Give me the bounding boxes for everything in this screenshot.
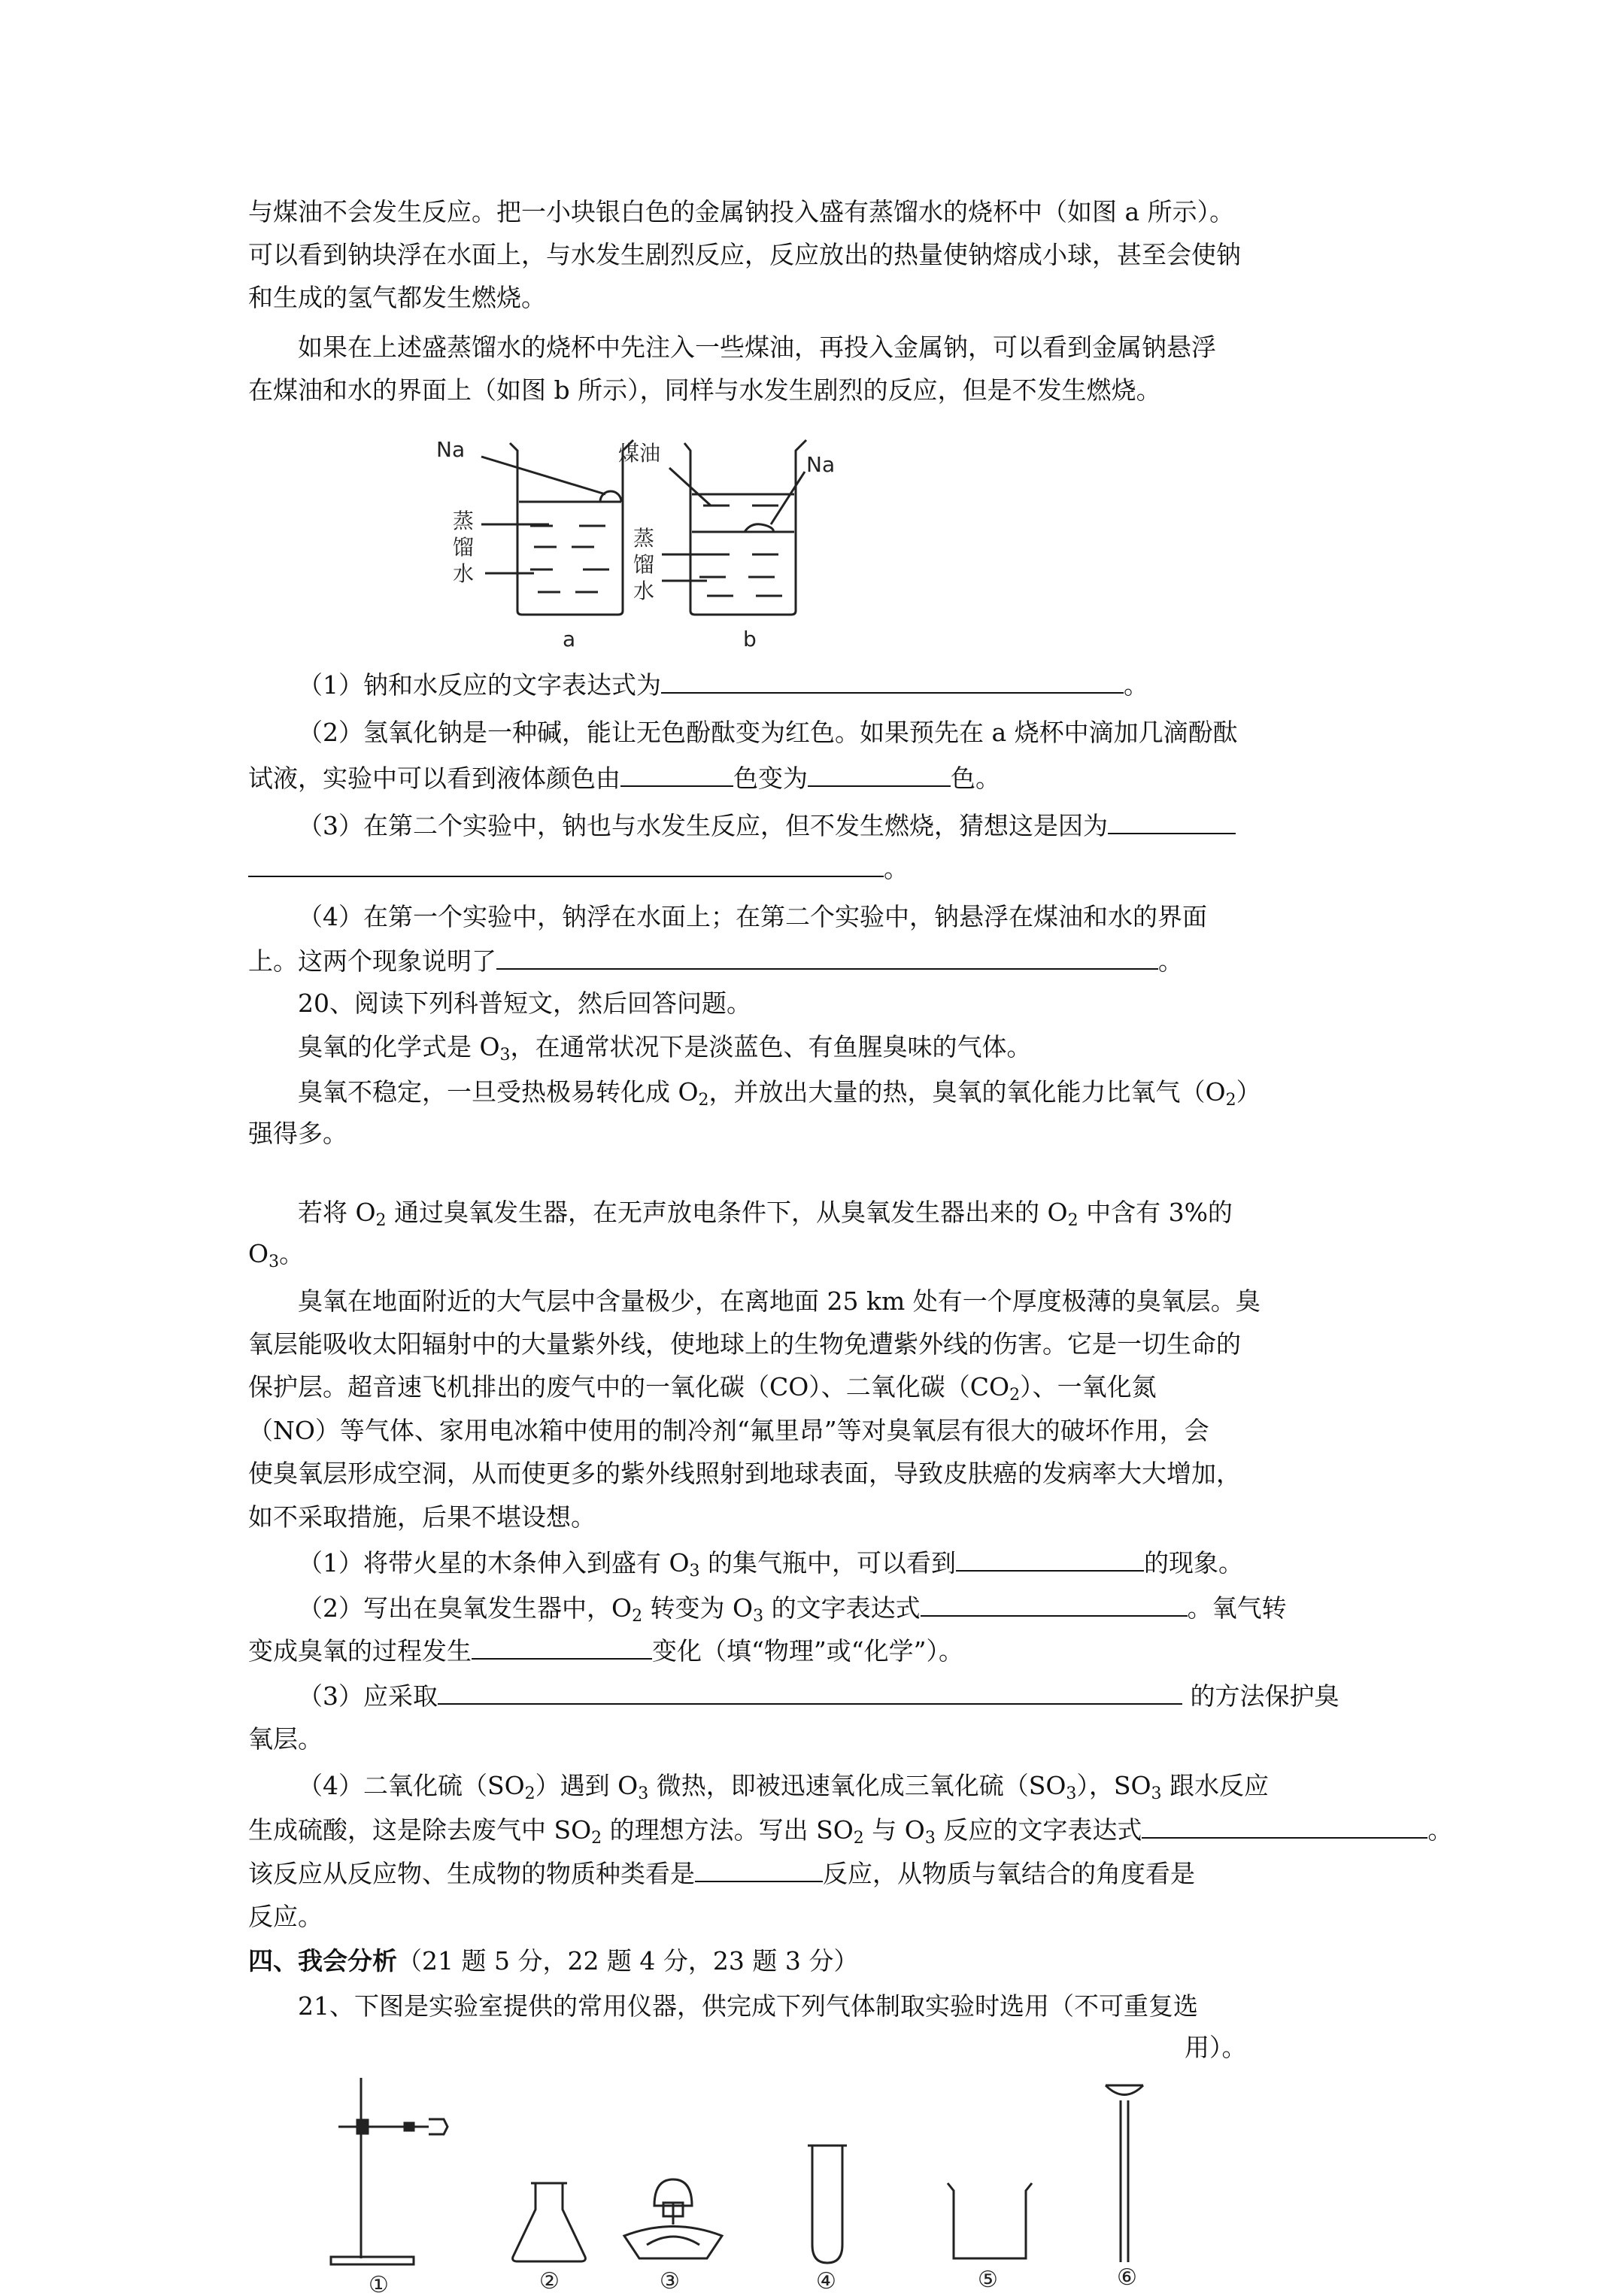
question-20-3: （3）应采取 的方法保护臭 <box>298 1681 1339 1711</box>
question-21-line1: 21、下图是实验室提供的常用仪器，供完成下列气体制取实验时选用（不可重复选 <box>298 1991 1198 2021</box>
conical-flask <box>513 2183 586 2261</box>
question-20-2: （2）写出在臭氧发生器中，$O_2$ 转变为 $O_3$ 的文字表达式 。氧气转 <box>298 1593 1287 1626</box>
label-water-a-3: 水 <box>453 561 475 586</box>
section-4-heading: 四、我会分析（21 题 5 分，22 题 4 分，23 题 3 分） <box>248 1946 859 1976</box>
answer-blank[interactable] <box>808 763 951 787</box>
label-water-a-1: 蒸 <box>453 509 475 533</box>
apparatus-label-4: ④ <box>816 2268 836 2294</box>
answer-blank[interactable] <box>248 853 884 877</box>
question-20-2-line2: 变成臭氧的过程发生 变化（填“物理”或“化学”）。 <box>248 1636 963 1666</box>
answer-blank[interactable] <box>661 670 1124 694</box>
paragraph-line: 与煤油不会发生反应。把一小块银白色的金属钠投入盛有蒸馏水的烧杯中（如图 a 所示）。 <box>248 197 1235 226</box>
label-na-b: Na <box>806 452 836 477</box>
paragraph-line: 和生成的氢气都发生燃烧。 <box>248 283 546 312</box>
q20-para-4-line2: 氧层能吸收太阳辐射中的大量紫外线，使地球上的生物免遭紫外线的伤害。它是一切生命的 <box>248 1329 1241 1359</box>
q20-para-4-line5: 使臭氧层形成空洞，从而使更多的紫外线照射到地球表面，导致皮肤癌的发病率大大增加， <box>248 1459 1241 1488</box>
answer-blank[interactable] <box>438 1681 1182 1705</box>
question-19-2: （2）氢氧化钠是一种碱，能让无色酚酞变为红色。如果预先在 a 烧杯中滴加几滴酚酞 <box>298 718 1238 747</box>
iron-stand <box>331 2078 447 2264</box>
answer-blank[interactable] <box>620 763 733 787</box>
paragraph-line: 在煤油和水的界面上（如图 b 所示），同样与水发生剧烈的反应，但是不发生燃烧。 <box>248 375 1161 405</box>
apparatus-label-6: ⑥ <box>1117 2264 1137 2291</box>
label-water-b-2: 馏 <box>633 552 655 577</box>
caption-b: b <box>743 627 757 651</box>
question-20-4-line3: 该反应从反应物、生成物的物质种类看是 反应，从物质与氧结合的角度看是 <box>248 1859 1195 1888</box>
q20-para-4-line6: 如不采取措施，后果不堪设想。 <box>248 1502 596 1532</box>
beaker-b <box>684 440 806 615</box>
label-water-b-3: 水 <box>633 579 655 603</box>
long-neck-funnel <box>1106 2085 1143 2262</box>
question-20-4-line2: 生成硫酸，这是除去废气中 $SO_2$ 的理想方法。写出 $SO_2$ 与 $O_3$ 反应的文字表达式 。 <box>248 1815 1453 1848</box>
q20-para-1: 臭氧的化学式是 $O_3$，在通常状况下是淡蓝色、有鱼腥臭味的气体。 <box>298 1032 1032 1064</box>
apparatus-label-5: ⑤ <box>978 2267 998 2293</box>
apparatus-figure <box>316 2070 1188 2296</box>
question-20-1: （1）将带火星的木条伸入到盛有 $O_3$ 的集气瓶中，可以看到 的现象。 <box>298 1548 1244 1581</box>
alcohol-lamp <box>624 2179 722 2258</box>
paragraph-line: 如果在上述盛蒸馏水的烧杯中先注入一些煤油，再投入金属钠，可以看到金属钠悬浮 <box>298 333 1216 362</box>
answer-blank[interactable] <box>921 1593 1188 1617</box>
label-water-a-2: 馏 <box>453 535 475 560</box>
na-pointer-a <box>481 457 605 494</box>
question-19-3-line2: 。 <box>248 853 909 884</box>
q20-para-4-line1: 臭氧在地面附近的大气层中含量极少，在离地面 25 km 处有一个厚度极薄的臭氧层。臭 <box>298 1286 1261 1316</box>
question-19-2-line2: 试液，实验中可以看到液体颜色由 色变为 色。 <box>248 764 1000 793</box>
label-na-a: Na <box>436 437 466 462</box>
answer-blank[interactable] <box>1142 1815 1427 1839</box>
label-oil-b: 煤油 <box>618 441 661 466</box>
q20-para-2: 臭氧不稳定，一旦受热极易转化成 $O_2$，并放出大量的热，臭氧的氧化能力比氧气$(O_2)$ <box>298 1077 1261 1110</box>
q20-para-4-line4: （NO）等气体、家用电冰箱中使用的制冷剂“氟里昂”等对臭氧层有很大的破坏作用，会 <box>248 1416 1209 1445</box>
question-21-line2: 用）。 <box>1185 2033 1247 2062</box>
answer-blank[interactable] <box>472 1635 652 1660</box>
apparatus-label-2: ② <box>539 2268 560 2294</box>
label-water-b-1: 蒸 <box>633 526 655 551</box>
beaker-figure <box>436 434 836 652</box>
question-20-3-line2: 氧层。 <box>248 1724 323 1754</box>
q20-para-3: 若将 $O_2$ 通过臭氧发生器，在无声放电条件下，从臭氧发生器出来的 $O_2$ 中含有 3%的 <box>298 1198 1233 1230</box>
question-19-1: （1）钠和水反应的文字表达式为 。 <box>298 670 1148 700</box>
q20-para-2-line2: 强得多。 <box>248 1119 347 1148</box>
beaker-a <box>510 440 633 615</box>
question-19-4-line2: 上。这两个现象说明了 。 <box>248 946 1183 976</box>
question-20-4: （4）二氧化硫$(SO_2)$遇到 $O_3$ 微热，即被迅速氧化成三氧化硫$(SO_3)$，$SO_3$ 跟水反应 <box>298 1771 1270 1803</box>
q20-para-3-line2: $O_3$。 <box>248 1239 305 1271</box>
test-tube <box>808 2146 847 2263</box>
answer-blank[interactable] <box>956 1547 1144 1572</box>
answer-blank[interactable] <box>695 1858 823 1882</box>
paragraph-line: 可以看到钠块浮在水面上，与水发生剧烈反应，反应放出的热量使钠熔成小球，甚至会使钠 <box>248 240 1241 269</box>
answer-blank[interactable] <box>1108 810 1236 834</box>
q20-para-4-line3: 保护层。超音速飞机排出的废气中的一氧化碳（CO）、二氧化碳$(CO_2)$、一氧化氮 <box>248 1372 1157 1405</box>
question-19-4: （4）在第一个实验中，钠浮在水面上；在第二个实验中，钠悬浮在煤油和水的界面 <box>298 902 1207 931</box>
caption-a: a <box>563 627 576 651</box>
na-pointer-b <box>771 472 805 524</box>
beaker <box>948 2183 1032 2258</box>
apparatus-label-3: ③ <box>660 2268 680 2294</box>
answer-blank[interactable] <box>496 946 1158 970</box>
question-20-title: 20、阅读下列科普短文，然后回答问题。 <box>298 989 751 1018</box>
apparatus-label-1: ① <box>369 2272 389 2296</box>
question-19-3: （3）在第二个实验中，钠也与水发生反应，但不发生燃烧，猜想这是因为 <box>298 810 1236 841</box>
question-20-4-line4: 反应。 <box>248 1902 323 1931</box>
